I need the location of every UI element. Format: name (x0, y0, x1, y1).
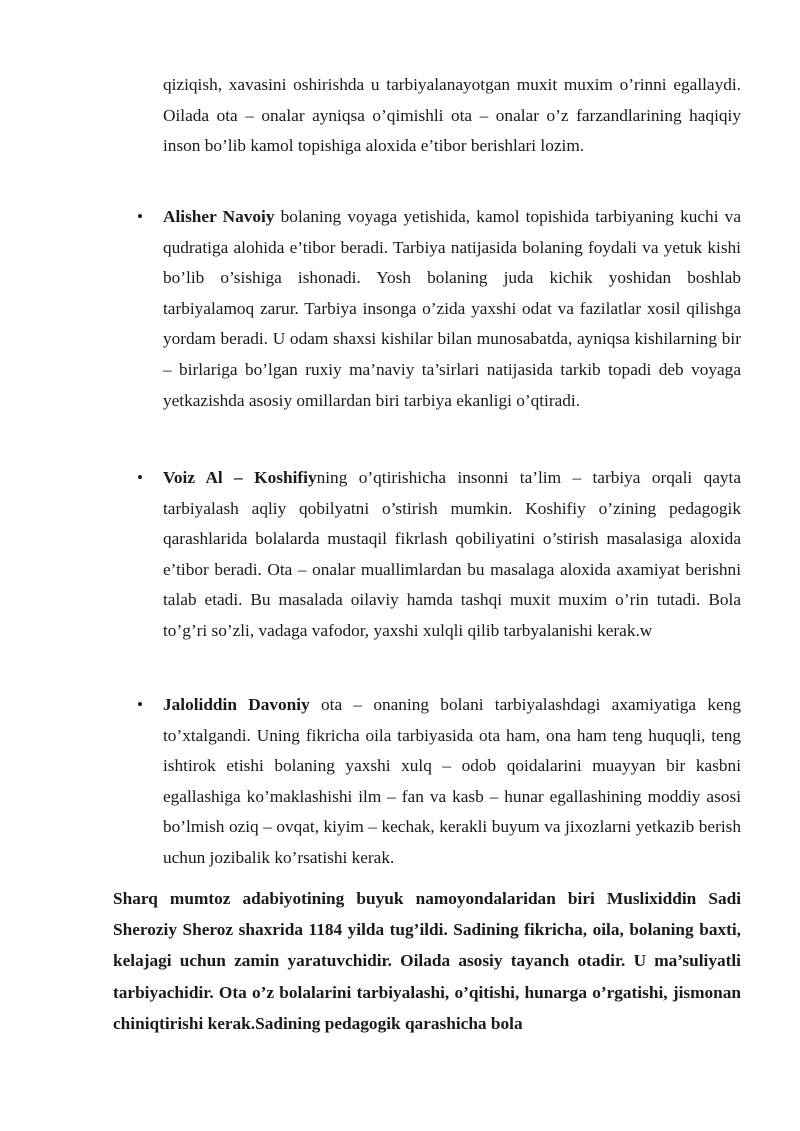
bullet-item-name: Voiz Al – Koshifiy (163, 468, 317, 487)
bullet-marker: • (137, 468, 143, 487)
bullet-item-text: ota – onaning bolani tarbiyalashdagi axamiyatiga keng to’xtalgandi. Uning fikricha oila tarbiyasida ota ham, ona ham teng huquqli, teng ishtirok etishi bolaning yaxshi xulq – odob qoidalarini muayyan bir kasbni egallashiga ko’maklashishi ilm – fan va kasb – hunar egallashining moddiy asosi bo’lmish oziq – ovqat, kiyim – kechak, kerakli buyum va jixozlarni yetkazib berish uchun jozibalik ko’rsatishi kerak. (163, 695, 741, 867)
bullet-marker: • (137, 207, 143, 226)
bullet-item-name: Jaloliddin Davoniy (163, 695, 310, 714)
bullet-item-text: ning o’qtirishicha insonni ta’lim – tarbiya orqali qayta tarbiyalash aqliy qobilyatni o’stirish mumkin. Koshifiy o’zining pedagogik qarashlarida bolalarda mustaqil fikrlash qobiliyatini o’stirish masalasiga aloxida e’tibor beradi. Ota – onalar muallimlardan bu masalaga aloxida axamiyat berishni talab etadi. Bu masalada oilaviy hamda tashqi muxit muxim o’rin tutadi. Bola to’g’ri so’zli, vadaga vafodor, yaxshi xulqli qilib tarbyalanishi kerak.w (163, 468, 741, 640)
bullet-item-name: Alisher Navoiy (163, 207, 275, 226)
intro-paragraph: qiziqish, xavasini oshirishda u tarbiyalanayotgan muxit muxim o’rinni egallaydi. Oilada ota – onalar ayniqsa o’qimishli ota – onalar o’z farzandlarining haqiqiy inson bo’lib kamol topishiga aloxida e’tibor berishlari lozim. (163, 75, 741, 156)
bullet-marker: • (137, 695, 143, 714)
bullet-item-navoiy (163, 202, 741, 416)
bullet-item-koshifiy (163, 463, 741, 647)
bullet-item-davoniy (163, 690, 741, 874)
final-paragraph: Sharq mumtoz adabiyotining buyuk namoyondalaridan biri Muslixiddin Sadi Sheroziy Sheroz shaxrida 1184 yilda tug’ildi. Sadining fikricha, oila, bolaning baxti, kelajagi uchun zamin yaratuvchidir. Oilada asosiy tayanch otadir. U ma’suliyatli tarbiyachidir. Ota o’z bolalarini tarbiyalashi, o’qitishi, hunarga o’rgatishi, jismonan chiniqtirishi kerak.Sadining pedagogik qarashicha bola (113, 889, 741, 1033)
bullet-item-text: bolaning voyaga yetishida, kamol topishida tarbiyaning kuchi va qudratiga alohida e’tibor beradi. Tarbiya natijasida bolaning foydali va yetuk kishi bo’lib o’sishiga ishonadi. Yosh bolaning juda kichik yoshidan boshlab tarbiyalamoq zarur. Tarbiya insonga o’zida yaxshi odat va fazilatlar xosil qilishga yordam beradi. U odam shaxsi kishilar bilan munosabatda, ayniqsa kishilarning bir – birlariga bo’lgan ruxiy ma’naviy ta’sirlari natijasida tarkib topadi deb voyaga yetkazishda asosiy omillardan biri tarbiya ekanligi o’qtiradi. (163, 207, 741, 410)
